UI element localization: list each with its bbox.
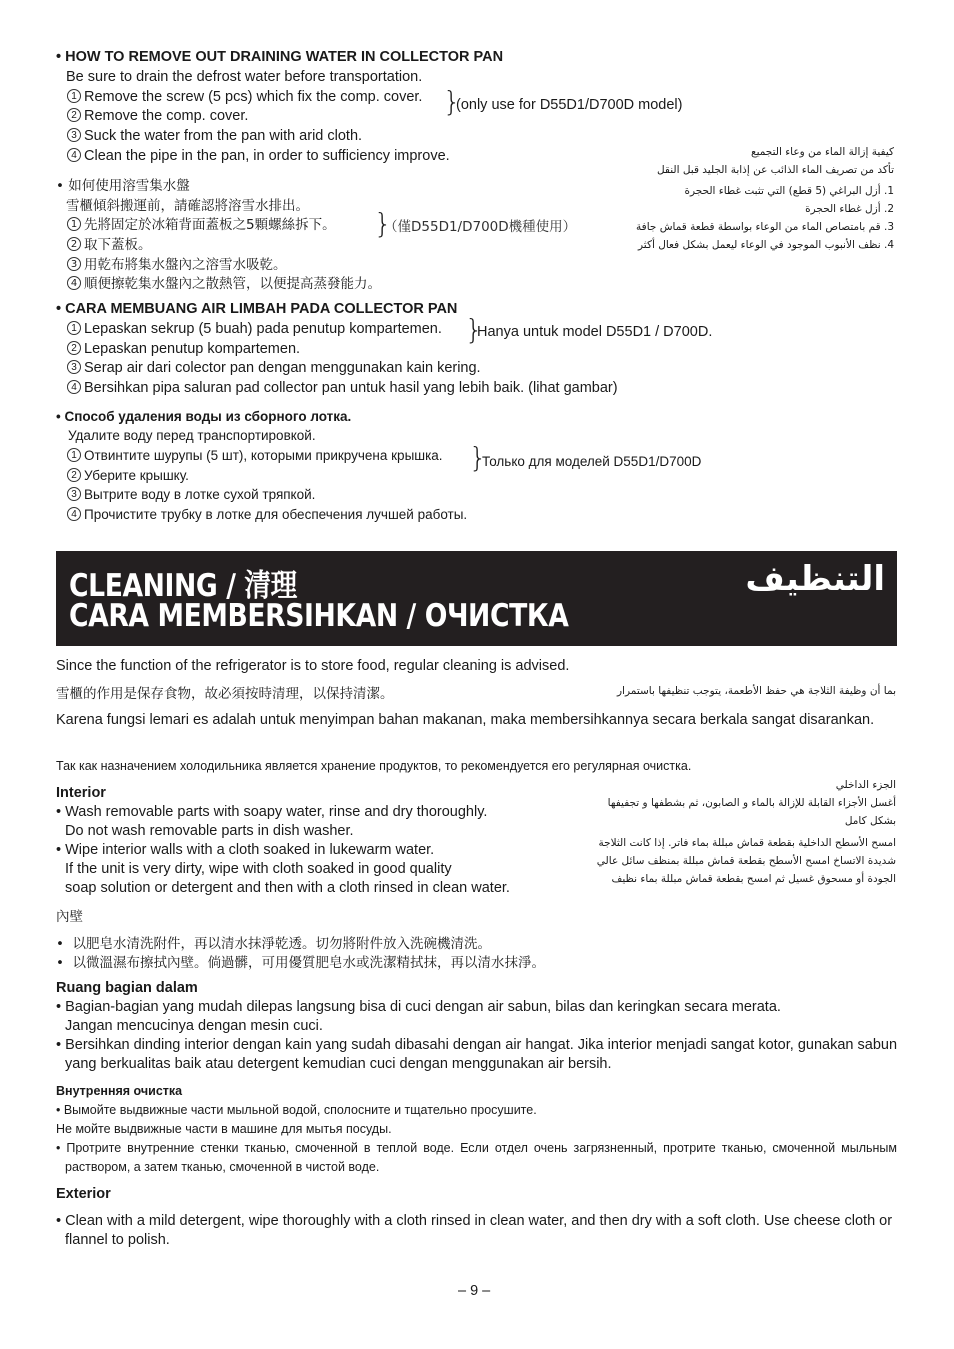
drain-id-note: Hanya untuk model D55D1 / D700D. [477,324,713,340]
interior-en-bullet-2b: If the unit is very dirty, wipe with cloth soaked in good quality [65,861,452,877]
interior-id-bullet-1: • Bagian-bagian yang mudah dilepas langsung bisa di cuci dengan air sabun, bilas dan keringkan secara merata. [56,999,781,1015]
exterior-bullet-1: • Clean with a mild detergent, wipe thoroughly with a cloth rinsed in clean water, and then dry with a soft cloth. Use cheese cloth or flannel to polish. [56,1213,893,1248]
intro-id: Karena fungsi lemari es adalah untuk menyimpan bahan makanan, maka membersihkannya secara berkala sangat disarankan. [56,712,875,728]
drain-ru-step-3: 3 Вытрите воду в лотке сухой тряпкой. [67,485,315,504]
intro-en: Since the function of the refrigerator is to store food, regular cleaning is advised. [56,658,570,674]
drain-id-brace: } [465,313,483,346]
drain-zh-title: • 如何使用溶雪集水盤 [56,178,190,194]
drain-id-step-3: 3 Serap air dari colector pan dengan menggunakan kain kering. [67,359,481,378]
interior-ru-bullet-2: • Протрите внутренние стенки тканью, смоченной в теплой воде. Если отдел очень загрязненный, протрите тканью, смоченной мыльным раствором, а затем тканью, смоченной в чистой воде. [56,1141,897,1174]
intro-zh: 雪櫃的作用是保存食物，故必須按時清理，以保持清潔。 [56,686,394,702]
intro-ru: Так как назначением холодильника является хранение продуктов, то рекомендуется его регулярная очистка. [56,759,692,773]
interior-id-title: Ruang bagian dalam [56,980,198,996]
drain-ru-brace: } [469,441,487,474]
interior-ar-block: الجزء الداخلي أغسل الأجزاء القابلة للإزالة بالماء و الصابون، ثم بشطفها و تجفيفها بشكل كامل امسح الأسطح الداخلية بقطعة قماش مبللة بماء فاتر. إذا كانت الثلاجة شديدة الاتساخ امسح الأسطح بقطعة قماش مبللة بمنظف سائل عالي الجودة أو مسحوق غسيل ثم امسح بقطعة قماش مبللة بماء نظيف [596,779,896,885]
drain-id-step-4: 4 Bersihkan pipa saluran pad collector pan untuk hasil yang lebih baik. (lihat gambar) [67,379,618,398]
drain-en-step-1: 1 Remove the screw (5 pcs) which fix the comp. cover. [67,88,422,107]
banner-title-line-2: CARA MEMBERSIHKAN / ОЧИСТКА [69,598,569,634]
drain-zh-intro: 雪櫃傾斜搬運前，請確認將溶雪水排出。 [66,198,309,214]
drain-zh-step-2: 2 取下蓋板。 [67,235,152,255]
drain-en-step-2: 2 Remove the comp. cover. [67,107,248,126]
interior-id-bullet-2: • Bersihkan dinding interior dengan kain yang sudah dibasahi dengan air hangat. Jika interior menjadi sangat kotor, gunakan sabun yang berkualitas baik atau detergent kemudian cuci dengan menggunakan air bersih. [56,1037,898,1072]
interior-zh-bullet-2: • 以微溫濕布擦拭內壁。倘過髒，可用優質肥皂水或洗潔精拭抹，再以清水抹淨。 [56,955,546,971]
drain-ar-block: كيفية إزالة الماء من وعاء التجميع تأكد من تصريف الماء الذائب عن إذابة الجليد قبل النقل 1. أزل البراغي (5 قطع) التي تثبت غطاء الحجرة 2. أزل غطاء الحجرة 3. قم بامتصاص الماء من الوعاء بواسطة قطعة قماش جافة 4. نظف الأنبوب الموجود في الوعاء ليعمل بشكل فعال أكثر [636,146,894,251]
interior-ru-bullet-1: • Вымойте выдвижные части мыльной водой, сполосните и тщательно просушите. [56,1103,537,1117]
interior-en-title: Interior [56,785,106,801]
drain-id-step-1: 1 Lepaskan sekrup (5 buah) pada penutup kompartemen. [67,320,442,339]
banner-title-line-1: CLEANING / 清理 [69,568,297,604]
drain-id-step-2: 2 Lepaskan penutup kompartemen. [67,340,300,359]
drain-ru-intro: Удалите воду перед транспортировкой. [68,428,316,443]
drain-ru-step-1: 1 Отвинтите шурупы (5 шт), которыми прикручена крышка. [67,446,443,465]
interior-id-bullet-1b: Jangan mencucinya dengan mesin cuci. [65,1018,323,1034]
interior-ru-bullet-1b: Не мойте выдвижные части в машине для мытья посуды. [56,1122,392,1136]
page-number: – 9 – [458,1283,491,1299]
drain-ru-step-4: 4 Прочистите трубку в лотке для обеспечения лучшей работы. [67,505,467,524]
interior-en-bullet-1: • Wash removable parts with soapy water, rinse and dry thoroughly. [56,804,488,820]
drain-zh-step-3: 3 用乾布將集水盤內之溶雪水吸乾。 [67,255,287,275]
drain-en-intro: Be sure to drain the defrost water before transportation. [66,69,423,85]
interior-ru-title: Внутренняя очистка [56,1084,183,1098]
drain-zh-brace: } [374,207,392,240]
drain-zh-step-1: 1 先將固定於冰箱背面蓋板之5顆螺絲拆下。 [67,215,336,235]
drain-en-step-4: 4 Clean the pipe in the pan, in order to sufficiency improve. [67,147,450,166]
drain-id-title: • CARA MEMBUANG AIR LIMBAH PADA COLLECTOR PAN [56,301,458,317]
interior-zh-bullet-1: • 以肥皂水清洗附件，再以清水抹淨乾透。切勿將附件放入洗碗機清洗。 [56,936,492,952]
interior-en-bullet-2: • Wipe interior walls with a cloth soaked in lukewarm water. [56,842,435,858]
cleaning-banner [56,551,897,646]
interior-en-bullet-2c: soap solution or detergent and then with a cloth rinsed in clean water. [65,880,510,896]
banner-title-arabic: التنظيف [745,559,885,599]
drain-ru-note: Только для моделей D55D1/D700D [482,454,702,469]
drain-en-brace: } [443,85,461,118]
drain-ru-step-2: 2 Уберите крышку. [67,466,189,485]
drain-zh-step-4: 4 順便擦乾集水盤內之散熱管，以便提高蒸發能力。 [67,274,381,294]
drain-en-note: (only use for D55D1/D700D model) [456,97,683,113]
drain-en-step-3: 3 Suck the water from the pan with arid cloth. [67,127,362,146]
interior-zh-title: 內壁 [56,909,83,925]
drain-en-title: • HOW TO REMOVE OUT DRAINING WATER IN COLLECTOR PAN [56,49,504,65]
exterior-title: Exterior [56,1186,111,1202]
intro-ar: بما أن وظيفة الثلاجة هي حفظ الأطعمة، يتوجب تنظيفها باستمرار [616,685,896,697]
interior-en-bullet-1b: Do not wash removable parts in dish washer. [65,823,354,839]
drain-ru-title: • Способ удаления воды из сборного лотка. [56,409,352,424]
drain-zh-note: （僅D55D1/D700D機種使用） [384,219,577,235]
